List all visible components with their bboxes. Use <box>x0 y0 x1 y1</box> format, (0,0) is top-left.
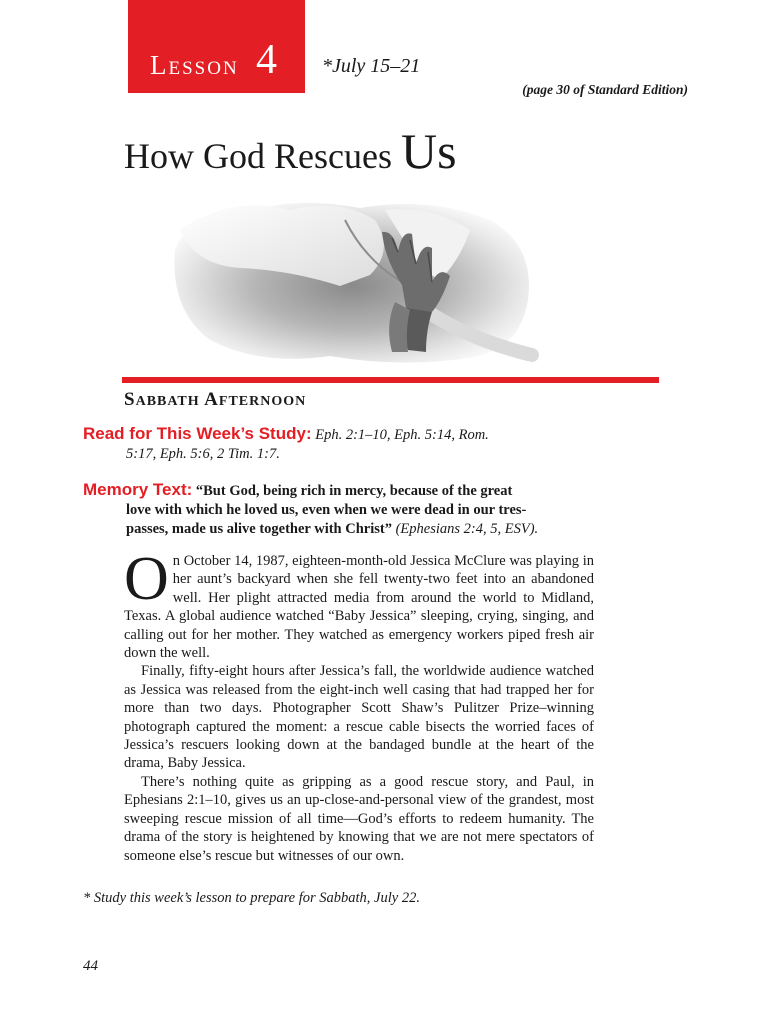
memory-text: Memory Text: “But God, being rich in mercy, because of the great love with which he loved us, even when we were dead in our tres- passes, made us alive together with Christ” (Ephesians 2:4, 5, ESV). <box>83 480 539 537</box>
paragraph-1: On October 14, 1987, eighteen-month-old Jessica McClure was playing in her aunt’s backyard when she fell twenty-two feet into an abandoned well. Her plight attracted media from around the world to Midland, Texas. A global audience watched “Baby Jessica” sleeping, crying, singing, and calling out for her mother. They watched as emergency workers piped fresh air down the well. <box>124 545 594 662</box>
lesson-number: 4 <box>256 37 277 83</box>
weekly-study <box>83 424 603 464</box>
rescue-hands-illustration <box>170 190 540 365</box>
paragraph-3: There’s nothing quite as gripping as a good rescue story, and Paul, in Ephesians 2:1–10, gives us an up-close-and-personal view of the grandest, most sweeping rescue mission of all time—God’s efforts to redeem humanity. The drama of the story is heightened by knowing that we are not mere spectators of someone else’s rescue but witnesses of our own. <box>124 773 594 864</box>
section-heading: SABBATH AFTERNOON <box>124 389 307 410</box>
memory-reference: (Ephesians 2:4, 5, ESV). <box>391 521 539 537</box>
study-references-cont: 5:17, Eph. 5:6, 2 Tim. 1:7. <box>126 446 280 462</box>
section-divider <box>122 377 659 383</box>
study-label: Read for This Week’s Study: <box>83 424 312 443</box>
lesson-body <box>124 545 594 865</box>
page-title: How God Rescues Us <box>124 123 457 179</box>
lesson-dates: *July 15–21 <box>322 55 421 77</box>
paragraph-2: Finally, fifty-eight hours after Jessica’s fall, the worldwide audience watched as Jessica was released from the eight-inch well casing that had trapped her for more than two days. Photographer Scott Shaw’s Pulitzer Prize–winning photograph captured the moment: a rescue cable bisects the worried faces of Jessica’s rescuers looking down at the bandaged bundle at the heart of the drama, Baby Jessica. <box>124 663 594 772</box>
page-number: 44 <box>83 958 98 974</box>
edition-note: (page 30 of Standard Edition) <box>522 82 688 97</box>
footnote: * Study this week’s lesson to prepare for Sabbath, July 22. <box>83 890 420 906</box>
study-references: Eph. 2:1–10, Eph. 5:14, Rom. <box>311 427 489 443</box>
drop-cap: O <box>124 545 169 613</box>
lesson-label: LESSON <box>150 50 239 80</box>
memory-label: Memory Text: <box>83 480 193 499</box>
